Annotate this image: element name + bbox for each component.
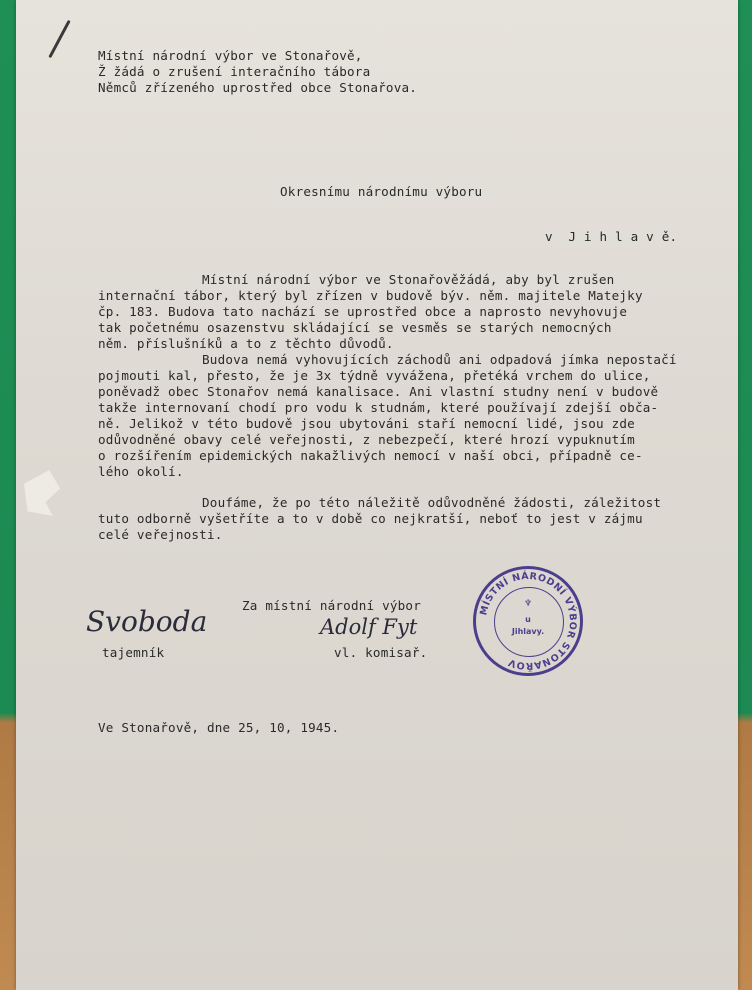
body-line-8: poněvadž obec Stonařov nemá kanalisace. Ani vlastní studny není v budově <box>98 384 659 399</box>
committee-label: Za místní národní výbor <box>242 598 421 613</box>
document-page <box>16 0 738 990</box>
left-signature: Svoboda <box>86 605 208 638</box>
body-line-4: tak početnému osazenstvu skládající se vesměs se starých nemocných <box>98 320 612 335</box>
body-line-2: internační tábor, který byl zřízen v budově býv. něm. majitele Matejky <box>98 288 643 303</box>
body-line-10: ně. Jelikož v této budově jsou ubytováni staří nemocní lidé, jsou zde <box>98 416 635 431</box>
body-line-12: o rozšířením epidemických nakažlivých nemocí v naší obci, případně ce- <box>98 448 643 463</box>
svg-text:MÍSTNÍ NÁRODNÍ VÝBOR STONAŘOV: MÍSTNÍ NÁRODNÍ VÝBOR STONAŘOV <box>478 570 579 672</box>
body-line-13: lého okolí. <box>98 464 184 479</box>
left-title: tajemník <box>102 645 165 660</box>
body-line-9: takže internovaní chodí pro vodu k studnám, které používají zdejší obča- <box>98 400 659 415</box>
body-line-14: Doufáme, že po této náležitě odůvodněné žádosti, záležitost <box>202 495 662 510</box>
recipient: Okresnímu národnímu výboru <box>280 184 483 199</box>
body-line-7: pojmouti kal, přesto, že je 3x týdně vyvážena, přetéká vrchem do ulice, <box>98 368 651 383</box>
header-line-2: Ž žádá o zrušení interačního tábora <box>98 64 371 79</box>
body-line-3: čp. 183. Budova tato nachází se uprostřed obce a naprosto nevyhovuje <box>98 304 628 319</box>
recipient-city: v J i h l a v ě. <box>545 229 678 244</box>
body-line-5: něm. příslušníků a to z těchto důvodů. <box>98 336 394 351</box>
right-signature: Adolf Fyt <box>320 615 418 639</box>
official-stamp <box>473 566 583 676</box>
date-line: Ve Stonařově, dne 25, 10, 1945. <box>98 720 340 735</box>
body-line-6: Budova nemá vyhovujících záchodů ani odpadová jímka nepostačí <box>202 352 677 367</box>
paper-tear <box>24 470 60 516</box>
body-line-15: tuto odborně vyšetříte a to v době co nejkratší, neboť to jest v zájmu <box>98 511 643 526</box>
body-line-16: celé veřejnosti. <box>98 527 223 542</box>
body-line-1: Místní národní výbor ve Stonařověžádá, aby byl zrušen <box>202 272 615 287</box>
header-line-1: Místní národní výbor ve Stonařově, <box>98 48 363 63</box>
header-line-3: Němců zřízeného uprostřed obce Stonařova. <box>98 80 418 95</box>
pin-mark <box>48 20 70 58</box>
stamp-emblem-icon: ♆ <box>523 599 533 609</box>
stamp-center-city: Jihlavy. <box>511 627 545 636</box>
stamp-center-small: u <box>525 615 531 624</box>
body-line-11: odůvodněné obavy celé veřejnosti, z nebezpečí, které hrozí vypuknutím <box>98 432 635 447</box>
right-title: vl. komisař. <box>334 645 428 660</box>
